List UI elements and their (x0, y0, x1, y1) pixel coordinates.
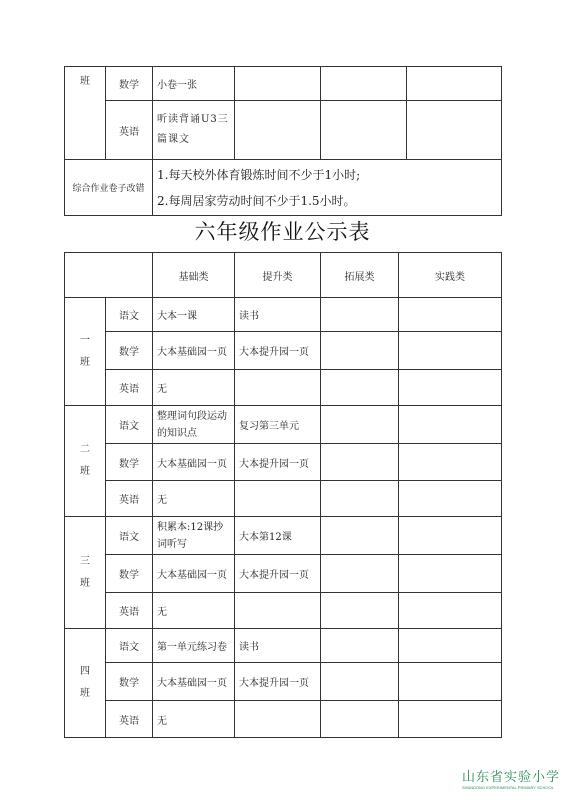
extended-cell (321, 444, 399, 481)
advanced-cell: 大本提升园一页 (235, 332, 321, 370)
advanced-cell: 复习第三单元 (235, 406, 321, 444)
subject-cell: 数学 (106, 663, 153, 701)
basic-cell: 大本基础园一页 (153, 444, 235, 481)
basic-cell: 大本基础园一页 (153, 332, 235, 370)
class-name-cell (65, 298, 106, 406)
advanced-cell (235, 101, 321, 160)
subject-cell: 数学 (106, 444, 153, 481)
subject-cell: 数学 (106, 67, 153, 101)
basic-cell: 大本基础园一页 (153, 663, 235, 701)
table-row (65, 481, 502, 517)
class-name-cell (65, 517, 106, 629)
page-title: 六年级作业公示表 (194, 220, 371, 244)
advanced-cell: 读书 (235, 298, 321, 332)
table-row (65, 663, 502, 701)
subject-cell: 英语 (106, 370, 153, 406)
basic-cell: 无 (153, 701, 235, 738)
basic-cell: 无 (153, 370, 235, 406)
header-practice: 实践类 (399, 253, 502, 298)
advanced-cell (235, 593, 321, 629)
notes-label-cell: 综合作业卷子改错 (65, 160, 153, 216)
table-row (65, 298, 502, 332)
subject-cell: 英语 (106, 101, 153, 160)
note-line: 2.每周居家劳动时间不少于1.5小时。 (157, 193, 356, 208)
advanced-cell: 大本第12课 (235, 517, 321, 555)
school-name-en: SHANDONG EXPERIMENTAL PRIMARY SCHOOL (462, 785, 554, 790)
extended-cell (321, 663, 399, 701)
extended-cell (321, 406, 399, 444)
subject-cell: 语文 (106, 629, 153, 663)
basic-cell: 第一单元练习卷 (153, 629, 235, 663)
basic-cell: 无 (153, 593, 235, 629)
extended-cell (321, 332, 399, 370)
basic-cell: 大本一课 (153, 298, 235, 332)
class-name-cell (65, 406, 106, 517)
subject-cell: 英语 (106, 701, 153, 738)
header-basic: 基础类 (153, 253, 235, 298)
header-row (65, 253, 502, 298)
advanced-cell (235, 370, 321, 406)
subject-cell: 语文 (106, 406, 153, 444)
table-row (65, 555, 502, 593)
table-row (65, 444, 502, 481)
basic-cell: 无 (153, 481, 235, 517)
table-row (65, 517, 502, 555)
practice-cell (399, 370, 502, 406)
school-name-cn: 山东省实验小学 (462, 770, 561, 785)
extended-cell (321, 629, 399, 663)
homework-table (64, 252, 502, 738)
school-logo (462, 770, 562, 796)
practice-cell (399, 481, 502, 517)
extended-cell (321, 593, 399, 629)
practice-cell (399, 593, 502, 629)
extended-cell (321, 101, 407, 160)
class-name-bottom: 班 (80, 688, 90, 699)
advanced-cell (235, 481, 321, 517)
corner-cell (65, 253, 153, 298)
advanced-cell: 大本提升园一页 (235, 555, 321, 593)
class-label: 班 (80, 76, 90, 87)
table-row (65, 593, 502, 629)
basic-cell: 整理词句段运动的知识点 (153, 406, 235, 444)
class-name-cell (65, 629, 106, 738)
subject-cell: 语文 (106, 298, 153, 332)
extended-cell (321, 517, 399, 555)
advanced-cell: 大本提升园一页 (235, 444, 321, 481)
header-advanced: 提升类 (235, 253, 321, 298)
header-extended: 拓展类 (321, 253, 399, 298)
table-row (65, 701, 502, 738)
practice-cell (399, 298, 502, 332)
practice-cell (399, 629, 502, 663)
practice-cell (399, 663, 502, 701)
subject-cell: 数学 (106, 555, 153, 593)
extended-cell (321, 370, 399, 406)
table-row (65, 332, 502, 370)
advanced-cell (235, 701, 321, 738)
practice-cell (399, 444, 502, 481)
advanced-cell (235, 67, 321, 101)
class-name-top: 二 (80, 444, 90, 455)
class-name-bottom: 班 (80, 466, 90, 477)
class-name-top: 一 (80, 334, 90, 346)
extended-cell (321, 481, 399, 517)
table-row (65, 629, 502, 663)
practice-cell (399, 406, 502, 444)
practice-cell (399, 701, 502, 738)
advanced-cell: 大本提升园一页 (235, 663, 321, 701)
practice-cell (399, 332, 502, 370)
basic-cell: 大本基础园一页 (153, 555, 235, 593)
top-homework-table (64, 66, 502, 216)
note-line: 1.每天校外体育锻炼时间不少于1小时; (157, 167, 361, 182)
class-label-cell (65, 67, 106, 160)
basic-cell: 听读背诵U3三篇课文 (153, 101, 235, 160)
basic-cell: 小卷一张 (153, 67, 235, 101)
class-name-bottom: 班 (80, 577, 90, 589)
subject-cell: 英语 (106, 593, 153, 629)
class-name-bottom: 班 (80, 356, 90, 368)
extended-cell (321, 298, 399, 332)
practice-cell (407, 101, 502, 160)
basic-cell: 积累本:12课抄词听写 (153, 517, 235, 555)
practice-cell (407, 67, 502, 101)
table-row (65, 370, 502, 406)
class-name-top: 三 (80, 555, 90, 567)
notes-cell (153, 160, 502, 216)
subject-cell: 英语 (106, 481, 153, 517)
subject-cell: 数学 (106, 332, 153, 370)
subject-cell: 语文 (106, 517, 153, 555)
practice-cell (399, 555, 502, 593)
table-row (65, 406, 502, 444)
advanced-cell: 读书 (235, 629, 321, 663)
practice-cell (399, 517, 502, 555)
extended-cell (321, 555, 399, 593)
class-name-top: 四 (80, 666, 90, 677)
extended-cell (321, 67, 407, 101)
extended-cell (321, 701, 399, 738)
